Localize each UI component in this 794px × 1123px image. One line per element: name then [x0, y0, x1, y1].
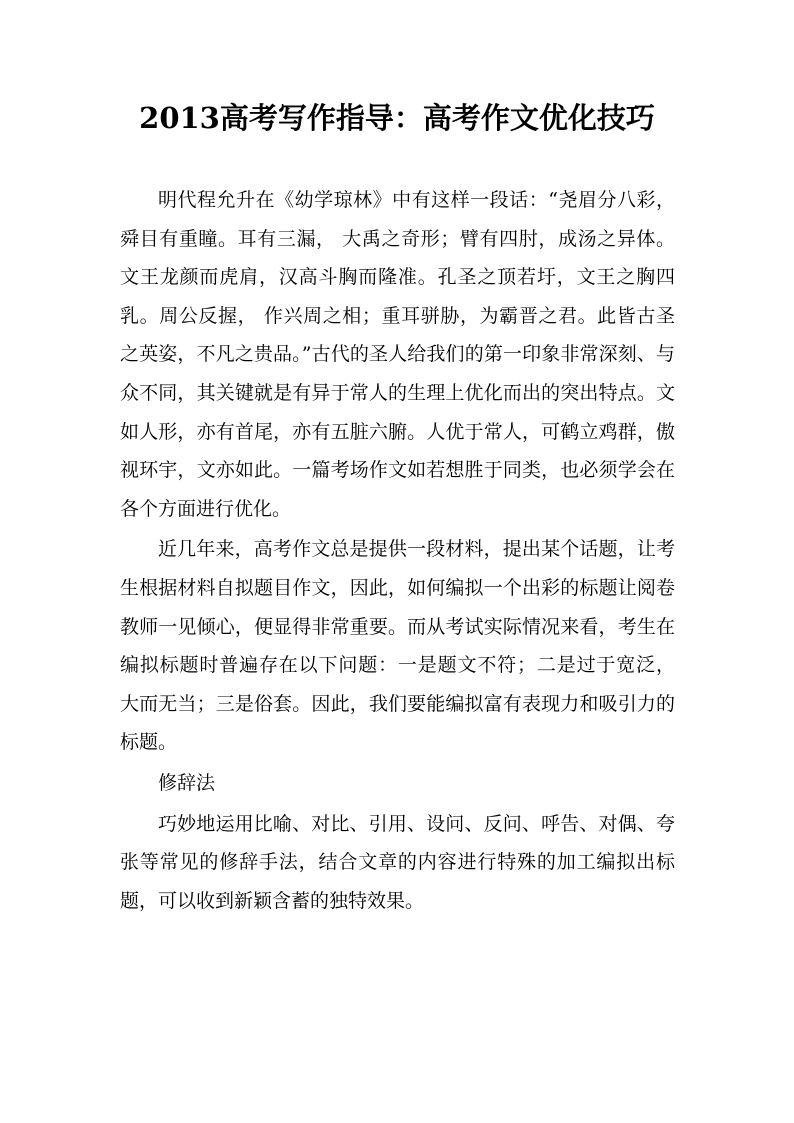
- paragraph-title-importance: 近几年来，高考作文总是提供一段材料，提出某个话题，让考生根据材料自拟题目作文，因此，如何编拟一个出彩的标题让阅卷教师一见倾心，便显得非常重要。而从考试实际情况来看，考生在编拟标题时普遍存在以下问题：一是题文不符；二是过于宽泛， 大而无当；三是俗套。因此，我们要能编拟富有表现力和吸引力的标题。: [120, 538, 675, 754]
- document-title: 2013高考写作指导：高考作文优化技巧: [139, 101, 655, 135]
- paragraph-intro: 明代程允升在《幼学琼林》中有这样一段话：“尧眉分八彩，舜目有重瞳。耳有三漏， 大禹之奇形；臂有四肘，成汤之异体。文王龙颜而虎肩，汉高斗胸而隆准。孔圣之顶若圩，文王之胸四乳。周公反握， 作兴周之相；重耳骈胁，为霸晋之君。此皆古圣之英姿，不凡之贵品。”古代的圣人给我们的第一印象非常深刻、与众不同，其关键就是有异于常人的生理上优化而出的突出特点。文如人形，亦有首尾，亦有五脏六腑。人优于常人，可鹤立鸡群，傲视环宇，文亦如此。一篇考场作文如若想胜于同类，也必须学会在各个方面进行优化。: [120, 189, 675, 520]
- document-body: [120, 181, 675, 920]
- section-subheading: 修辞法: [158, 771, 216, 794]
- paragraph-rhetoric-method: 巧妙地运用比喻、对比、引用、设问、反问、呼告、对偶、夸张等常见的修辞手法，结合文章的内容进行特殊的加工编拟出标题，可以收到新颖含蓄的独特效果。: [120, 812, 675, 912]
